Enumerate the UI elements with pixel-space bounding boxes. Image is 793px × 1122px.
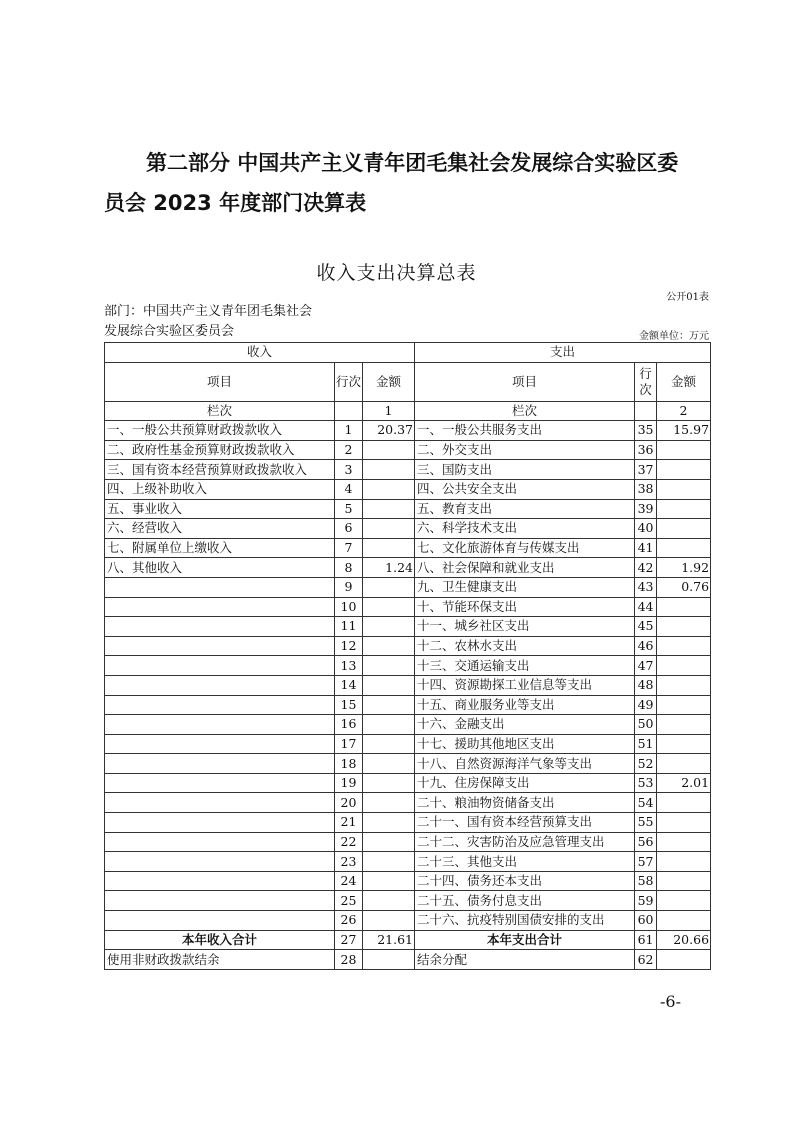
table-row bbox=[105, 675, 711, 695]
expense-amount bbox=[657, 695, 711, 715]
expense-row-no: 57 bbox=[635, 852, 657, 872]
income-amount bbox=[363, 793, 415, 813]
table-row bbox=[105, 715, 711, 735]
expense-item: 四、公共安全支出 bbox=[415, 479, 635, 499]
income-item: 四、上级补助收入 bbox=[105, 479, 335, 499]
expense-row-no: 56 bbox=[635, 832, 657, 852]
expense-item: 三、国防支出 bbox=[415, 460, 635, 480]
expense-amount: 15.97 bbox=[657, 421, 711, 441]
table-row bbox=[105, 577, 711, 597]
table-row bbox=[105, 636, 711, 656]
expense-row-no: 47 bbox=[635, 656, 657, 676]
income-item bbox=[105, 793, 335, 813]
expense-item: 十、节能环保支出 bbox=[415, 597, 635, 617]
expense-item: 十九、住房保障支出 bbox=[415, 773, 635, 793]
expense-row-no: 62 bbox=[635, 950, 657, 970]
table-row bbox=[105, 440, 711, 460]
income-item bbox=[105, 832, 335, 852]
income-amount bbox=[363, 950, 415, 970]
expense-item: 二十四、债务还本支出 bbox=[415, 871, 635, 891]
expense-row-no: 60 bbox=[635, 911, 657, 931]
expense-amount: 2.01 bbox=[657, 773, 711, 793]
expense-column-no-label: 栏次 bbox=[415, 401, 635, 421]
table-row bbox=[105, 558, 711, 578]
form-number: 公开01表 bbox=[666, 292, 709, 303]
income-item bbox=[105, 871, 335, 891]
expense-row-no: 37 bbox=[635, 460, 657, 480]
income-amount bbox=[363, 499, 415, 519]
table-row bbox=[105, 538, 711, 558]
empty-cell bbox=[335, 401, 363, 421]
expense-item: 结余分配 bbox=[415, 950, 635, 970]
expense-item: 一、一般公共服务支出 bbox=[415, 421, 635, 441]
income-item bbox=[105, 813, 335, 833]
income-amount: 1.24 bbox=[363, 558, 415, 578]
income-amount bbox=[363, 617, 415, 637]
expense-amount bbox=[657, 871, 711, 891]
document-heading-line2: 员会 2023 年度部门决算表 bbox=[104, 191, 367, 215]
expense-row-no: 55 bbox=[635, 813, 657, 833]
expense-amount: 20.66 bbox=[657, 930, 711, 950]
income-amount bbox=[363, 695, 415, 715]
table-row bbox=[105, 891, 711, 911]
department-line1: 部门：中国共产主义青年团毛集社会 bbox=[104, 304, 313, 319]
income-item bbox=[105, 597, 335, 617]
income-item bbox=[105, 911, 335, 931]
expense-amount-header: 金额 bbox=[657, 362, 711, 401]
income-amount bbox=[363, 538, 415, 558]
expense-amount bbox=[657, 656, 711, 676]
table-row bbox=[105, 460, 711, 480]
income-amount bbox=[363, 519, 415, 539]
income-item: 五、事业收入 bbox=[105, 499, 335, 519]
income-row-no: 15 bbox=[335, 695, 363, 715]
income-item: 一、一般公共预算财政拨款收入 bbox=[105, 421, 335, 441]
expense-amount bbox=[657, 911, 711, 931]
expense-amount bbox=[657, 519, 711, 539]
expense-amount bbox=[657, 617, 711, 637]
income-row-no: 12 bbox=[335, 636, 363, 656]
table-row bbox=[105, 832, 711, 852]
table-row bbox=[105, 499, 711, 519]
income-row-no: 25 bbox=[335, 891, 363, 911]
department-label bbox=[104, 302, 312, 342]
table-row bbox=[105, 852, 711, 872]
table-row bbox=[105, 911, 711, 931]
expense-row-no: 39 bbox=[635, 499, 657, 519]
expense-row-no: 46 bbox=[635, 636, 657, 656]
column-number-row bbox=[105, 401, 711, 421]
table-row bbox=[105, 421, 711, 441]
expense-item: 十三、交通运输支出 bbox=[415, 656, 635, 676]
expense-row-no: 44 bbox=[635, 597, 657, 617]
table-row bbox=[105, 656, 711, 676]
income-amount bbox=[363, 636, 415, 656]
income-item: 本年收入合计 bbox=[105, 930, 335, 950]
income-item bbox=[105, 656, 335, 676]
expense-item: 二、外交支出 bbox=[415, 440, 635, 460]
income-column-no: 1 bbox=[363, 401, 415, 421]
expense-row-no: 48 bbox=[635, 675, 657, 695]
income-row-no: 16 bbox=[335, 715, 363, 735]
income-row-no: 9 bbox=[335, 577, 363, 597]
income-amount bbox=[363, 832, 415, 852]
income-item bbox=[105, 617, 335, 637]
income-column-no-label: 栏次 bbox=[105, 401, 335, 421]
expense-row-no: 36 bbox=[635, 440, 657, 460]
table-row bbox=[105, 871, 711, 891]
income-item: 八、其他收入 bbox=[105, 558, 335, 578]
income-item bbox=[105, 715, 335, 735]
table-row bbox=[105, 950, 711, 970]
expense-row-no: 49 bbox=[635, 695, 657, 715]
income-amount bbox=[363, 891, 415, 911]
expense-amount bbox=[657, 754, 711, 774]
expense-item: 九、卫生健康支出 bbox=[415, 577, 635, 597]
table-row bbox=[105, 793, 711, 813]
income-amount bbox=[363, 911, 415, 931]
income-row-no: 10 bbox=[335, 597, 363, 617]
income-row-no: 23 bbox=[335, 852, 363, 872]
expense-item: 七、文化旅游体育与传媒支出 bbox=[415, 538, 635, 558]
expense-item: 二十三、其他支出 bbox=[415, 852, 635, 872]
income-item bbox=[105, 577, 335, 597]
expense-item: 十七、援助其他地区支出 bbox=[415, 734, 635, 754]
income-row-no: 5 bbox=[335, 499, 363, 519]
income-amount: 21.61 bbox=[363, 930, 415, 950]
expense-section-header: 支出 bbox=[415, 343, 711, 363]
expense-amount bbox=[657, 813, 711, 833]
income-amount bbox=[363, 773, 415, 793]
table-title: 收入支出决算总表 bbox=[316, 262, 477, 284]
income-row-no: 26 bbox=[335, 911, 363, 931]
expense-item: 二十五、债务付息支出 bbox=[415, 891, 635, 911]
income-row-no: 2 bbox=[335, 440, 363, 460]
expense-amount: 0.76 bbox=[657, 577, 711, 597]
amount-unit: 金额单位：万元 bbox=[639, 331, 709, 342]
income-item bbox=[105, 636, 335, 656]
expense-amount bbox=[657, 734, 711, 754]
expense-row-no: 40 bbox=[635, 519, 657, 539]
income-item: 六、经营收入 bbox=[105, 519, 335, 539]
income-row-no: 18 bbox=[335, 754, 363, 774]
income-amount: 20.37 bbox=[363, 421, 415, 441]
expense-amount bbox=[657, 499, 711, 519]
expense-row-no: 54 bbox=[635, 793, 657, 813]
income-row-no: 14 bbox=[335, 675, 363, 695]
table-row bbox=[105, 754, 711, 774]
expense-item: 十六、金融支出 bbox=[415, 715, 635, 735]
page-number: -6- bbox=[660, 992, 681, 1011]
income-amount-header: 金额 bbox=[363, 362, 415, 401]
table-row bbox=[105, 773, 711, 793]
expense-item: 五、教育支出 bbox=[415, 499, 635, 519]
expense-row-no: 58 bbox=[635, 871, 657, 891]
expense-row-no: 35 bbox=[635, 421, 657, 441]
expense-item: 十五、商业服务业等支出 bbox=[415, 695, 635, 715]
income-expense-table bbox=[104, 342, 711, 970]
income-row-no: 1 bbox=[335, 421, 363, 441]
expense-item: 十四、资源勘探工业信息等支出 bbox=[415, 675, 635, 695]
income-item bbox=[105, 754, 335, 774]
expense-amount bbox=[657, 715, 711, 735]
income-amount bbox=[363, 597, 415, 617]
expense-item-header: 项目 bbox=[415, 362, 635, 401]
expense-row-no: 52 bbox=[635, 754, 657, 774]
income-rowno-header: 行次 bbox=[335, 362, 363, 401]
table-row bbox=[105, 479, 711, 499]
expense-amount bbox=[657, 597, 711, 617]
expense-row-no: 51 bbox=[635, 734, 657, 754]
income-amount bbox=[363, 675, 415, 695]
income-amount bbox=[363, 734, 415, 754]
income-row-no: 21 bbox=[335, 813, 363, 833]
income-amount bbox=[363, 871, 415, 891]
income-item bbox=[105, 891, 335, 911]
income-item: 三、国有资本经营预算财政拨款收入 bbox=[105, 460, 335, 480]
table-row bbox=[105, 734, 711, 754]
income-row-no: 3 bbox=[335, 460, 363, 480]
income-row-no: 13 bbox=[335, 656, 363, 676]
expense-amount bbox=[657, 440, 711, 460]
income-row-no: 28 bbox=[335, 950, 363, 970]
expense-amount: 1.92 bbox=[657, 558, 711, 578]
expense-amount bbox=[657, 891, 711, 911]
income-row-no: 11 bbox=[335, 617, 363, 637]
expense-row-no: 42 bbox=[635, 558, 657, 578]
income-amount bbox=[363, 460, 415, 480]
expense-amount bbox=[657, 675, 711, 695]
income-item bbox=[105, 773, 335, 793]
income-row-no: 27 bbox=[335, 930, 363, 950]
expense-item: 二十一、国有资本经营预算支出 bbox=[415, 813, 635, 833]
income-row-no: 22 bbox=[335, 832, 363, 852]
empty-cell bbox=[635, 401, 657, 421]
expense-amount bbox=[657, 479, 711, 499]
expense-item: 十八、自然资源海洋气象等支出 bbox=[415, 754, 635, 774]
income-amount bbox=[363, 440, 415, 460]
expense-item: 二十、粮油物资储备支出 bbox=[415, 793, 635, 813]
department-line2: 发展综合实验区委员会 bbox=[104, 324, 235, 339]
income-row-no: 17 bbox=[335, 734, 363, 754]
income-item-header: 项目 bbox=[105, 362, 335, 401]
expense-row-no: 59 bbox=[635, 891, 657, 911]
expense-item: 二十二、灾害防治及应急管理支出 bbox=[415, 832, 635, 852]
table-row bbox=[105, 813, 711, 833]
expense-amount bbox=[657, 852, 711, 872]
expense-item: 二十六、抗疫特别国债安排的支出 bbox=[415, 911, 635, 931]
income-row-no: 7 bbox=[335, 538, 363, 558]
expense-item: 六、科学技术支出 bbox=[415, 519, 635, 539]
table-row bbox=[105, 519, 711, 539]
income-amount bbox=[363, 479, 415, 499]
income-item bbox=[105, 734, 335, 754]
expense-row-no: 43 bbox=[635, 577, 657, 597]
expense-amount bbox=[657, 950, 711, 970]
income-amount bbox=[363, 813, 415, 833]
expense-row-no: 50 bbox=[635, 715, 657, 735]
income-row-no: 20 bbox=[335, 793, 363, 813]
income-item bbox=[105, 852, 335, 872]
income-item: 七、附属单位上缴收入 bbox=[105, 538, 335, 558]
expense-item: 十二、农林水支出 bbox=[415, 636, 635, 656]
expense-row-no: 53 bbox=[635, 773, 657, 793]
income-amount bbox=[363, 577, 415, 597]
expense-amount bbox=[657, 793, 711, 813]
income-section-header: 收入 bbox=[105, 343, 415, 363]
income-amount bbox=[363, 754, 415, 774]
expense-rowno-header: 行 次 bbox=[635, 362, 657, 401]
income-row-no: 24 bbox=[335, 871, 363, 891]
expense-amount bbox=[657, 832, 711, 852]
income-item: 使用非财政拨款结余 bbox=[105, 950, 335, 970]
income-row-no: 8 bbox=[335, 558, 363, 578]
income-row-no: 19 bbox=[335, 773, 363, 793]
totals-row bbox=[105, 930, 711, 950]
expense-row-no: 41 bbox=[635, 538, 657, 558]
section-header-row bbox=[105, 343, 711, 363]
expense-column-no: 2 bbox=[657, 401, 711, 421]
income-amount bbox=[363, 715, 415, 735]
expense-item: 十一、城乡社区支出 bbox=[415, 617, 635, 637]
table-row bbox=[105, 695, 711, 715]
income-row-no: 6 bbox=[335, 519, 363, 539]
expense-amount bbox=[657, 636, 711, 656]
income-row-no: 4 bbox=[335, 479, 363, 499]
column-header-row bbox=[105, 362, 711, 401]
expense-item: 本年支出合计 bbox=[415, 930, 635, 950]
expense-amount bbox=[657, 460, 711, 480]
expense-item: 八、社会保障和就业支出 bbox=[415, 558, 635, 578]
income-item: 二、政府性基金预算财政拨款收入 bbox=[105, 440, 335, 460]
expense-row-no: 38 bbox=[635, 479, 657, 499]
expense-row-no: 61 bbox=[635, 930, 657, 950]
income-amount bbox=[363, 656, 415, 676]
income-amount bbox=[363, 852, 415, 872]
expense-amount bbox=[657, 538, 711, 558]
document-heading-line1: 第二部分 中国共产主义青年团毛集社会发展综合实验区委 bbox=[146, 151, 679, 175]
income-item bbox=[105, 675, 335, 695]
table-row bbox=[105, 617, 711, 637]
income-item bbox=[105, 695, 335, 715]
expense-row-no: 45 bbox=[635, 617, 657, 637]
table-row bbox=[105, 597, 711, 617]
